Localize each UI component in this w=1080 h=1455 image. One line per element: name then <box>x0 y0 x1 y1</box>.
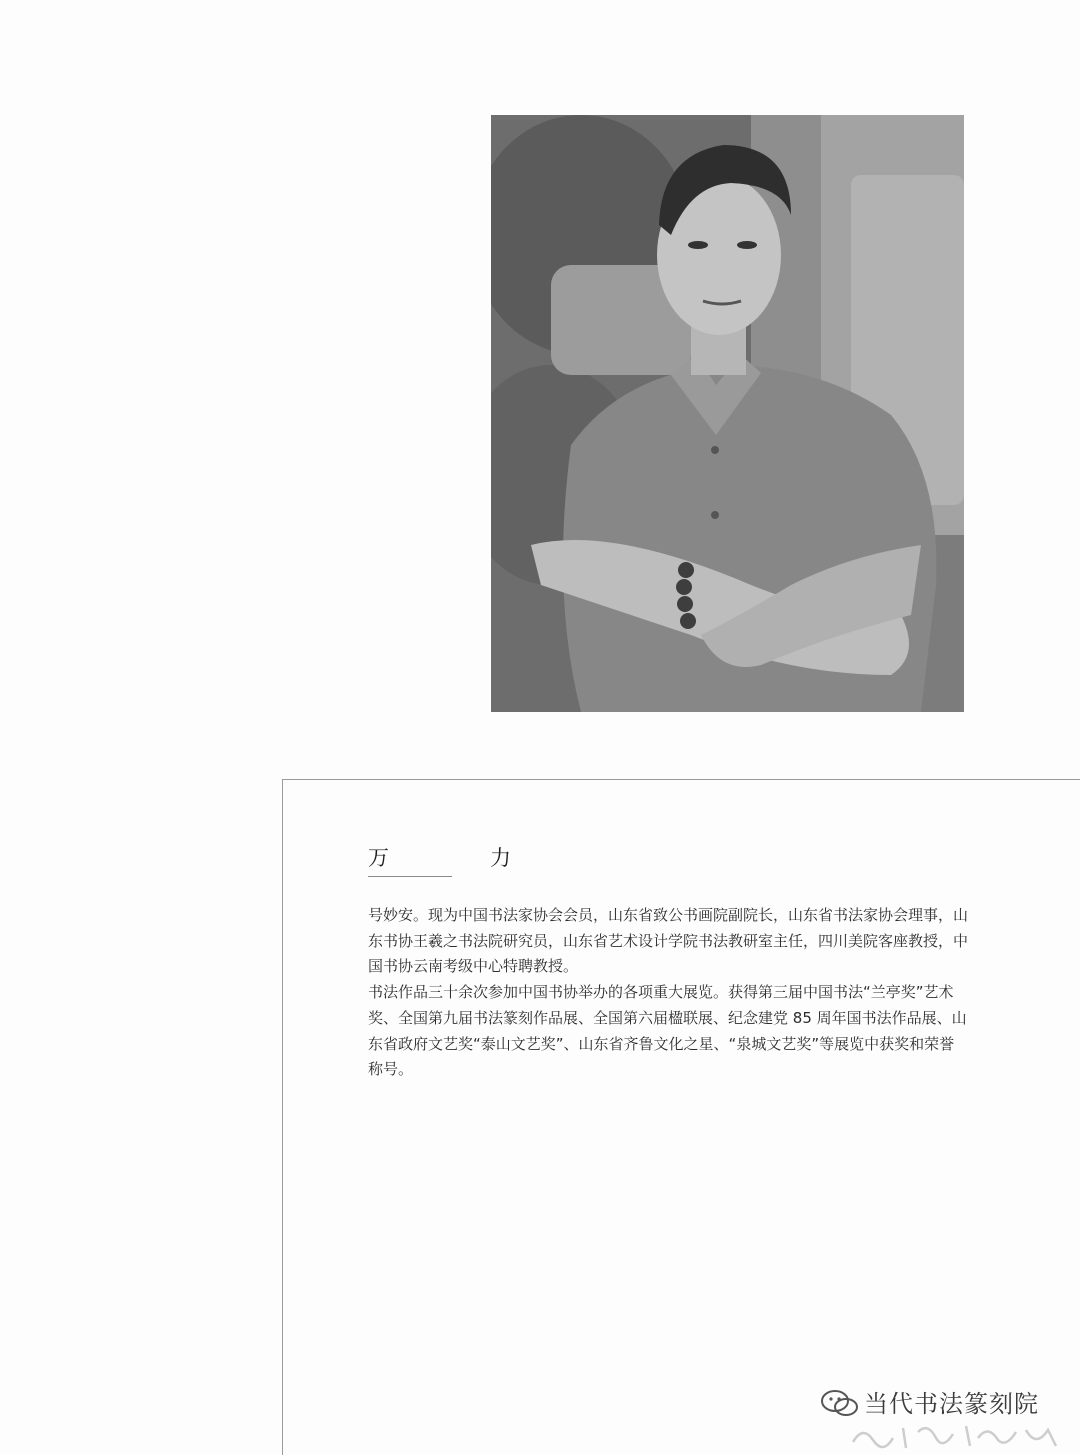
bio-paragraph: 号妙安。现为中国书法家协会会员，山东省致公书画院副院长，山东省书法家协会理事，山东书协王羲之书法院研究员，山东省艺术设计学院书法教研室主任，四川美院客座教授，中国书协云南考级中心特聘教授。 <box>368 906 969 976</box>
portrait-illustration <box>491 115 964 712</box>
watermark <box>820 1380 1070 1455</box>
biography <box>368 903 968 1083</box>
watermark-script-logo <box>848 1420 1063 1452</box>
artist-name: 万 力 <box>368 846 551 870</box>
wechat-icon <box>820 1388 860 1418</box>
watermark-text: 当代书法篆刻院 <box>864 1390 1039 1418</box>
frame-top-divider <box>282 779 1080 780</box>
name-underline <box>368 876 452 877</box>
frame-left-divider <box>282 779 283 1455</box>
bio-paragraph: 书法作品三十余次参加中国书协举办的各项重大展览。获得第三届中国书法“兰亭奖”艺术奖、全国第九届书法篆刻作品展、全国第六届楹联展、纪念建党 85 周年国书法作品展、山东省政府文艺奖“泰山文艺奖”、山东省齐鲁文化之星、“泉城文艺奖”等展览中获奖和荣誉称号。 <box>368 983 967 1079</box>
portrait-photo <box>491 115 964 712</box>
